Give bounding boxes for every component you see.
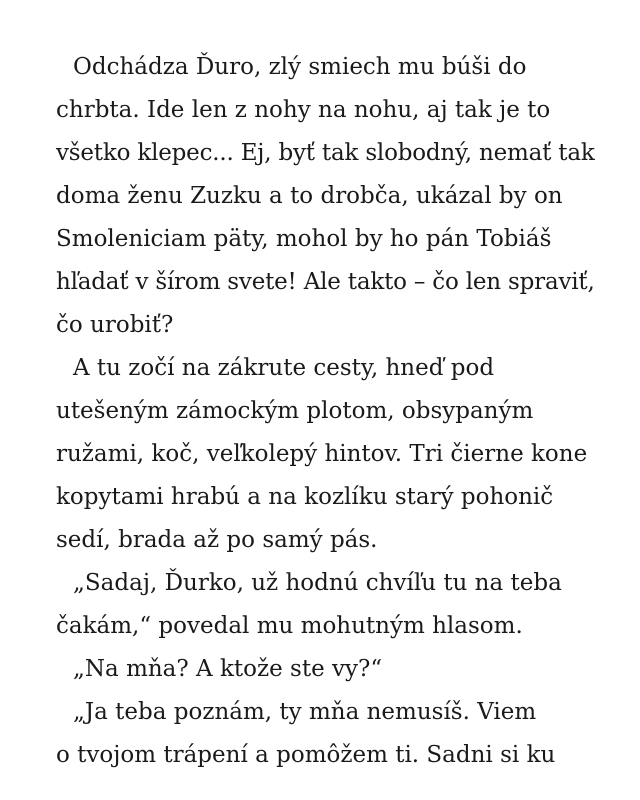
text-line: čakám,“ povedal mu mohutným hlasom. [56, 613, 523, 639]
text-line: sedí, brada až po samý pás. [56, 527, 378, 553]
page-text [56, 46, 596, 777]
text-line: „Ja teba poznám, ty mňa nemusíš. Viem [73, 699, 537, 725]
text-line: všetko klepec... Ej, byť tak slobodný, nemať tak [56, 140, 595, 166]
text-line: Odchádza Ďuro, zlý smiech mu búši do [73, 54, 527, 80]
text-line: „Sadaj, Ďurko, už hodnú chvíľu tu na teba [73, 570, 562, 596]
text-line: o tvojom trápení a pomôžem ti. Sadni si ku [56, 742, 556, 768]
text-line: čo urobiť? [56, 312, 174, 338]
text-line: hľadať v šírom svete! Ale takto – čo len spraviť, [56, 269, 595, 295]
text-line: chrbta. Ide len z nohy na nohu, aj tak je to [56, 97, 551, 123]
text-line: ružami, koč, veľkolepý hintov. Tri čierne kone [56, 441, 588, 467]
text-line: kopytami hrabú a na kozlíku starý pohonič [56, 484, 554, 510]
text-line: „Na mňa? A ktože ste vy?“ [73, 656, 383, 682]
text-line: utešeným zámockým plotom, obsypaným [56, 398, 534, 424]
text-line: Smoleniciam päty, mohol by ho pán Tobiáš [56, 226, 552, 252]
text-line: doma ženu Zuzku a to drobča, ukázal by on [56, 183, 563, 209]
text-line: A tu zočí na zákrute cesty, hneď pod [73, 355, 495, 381]
